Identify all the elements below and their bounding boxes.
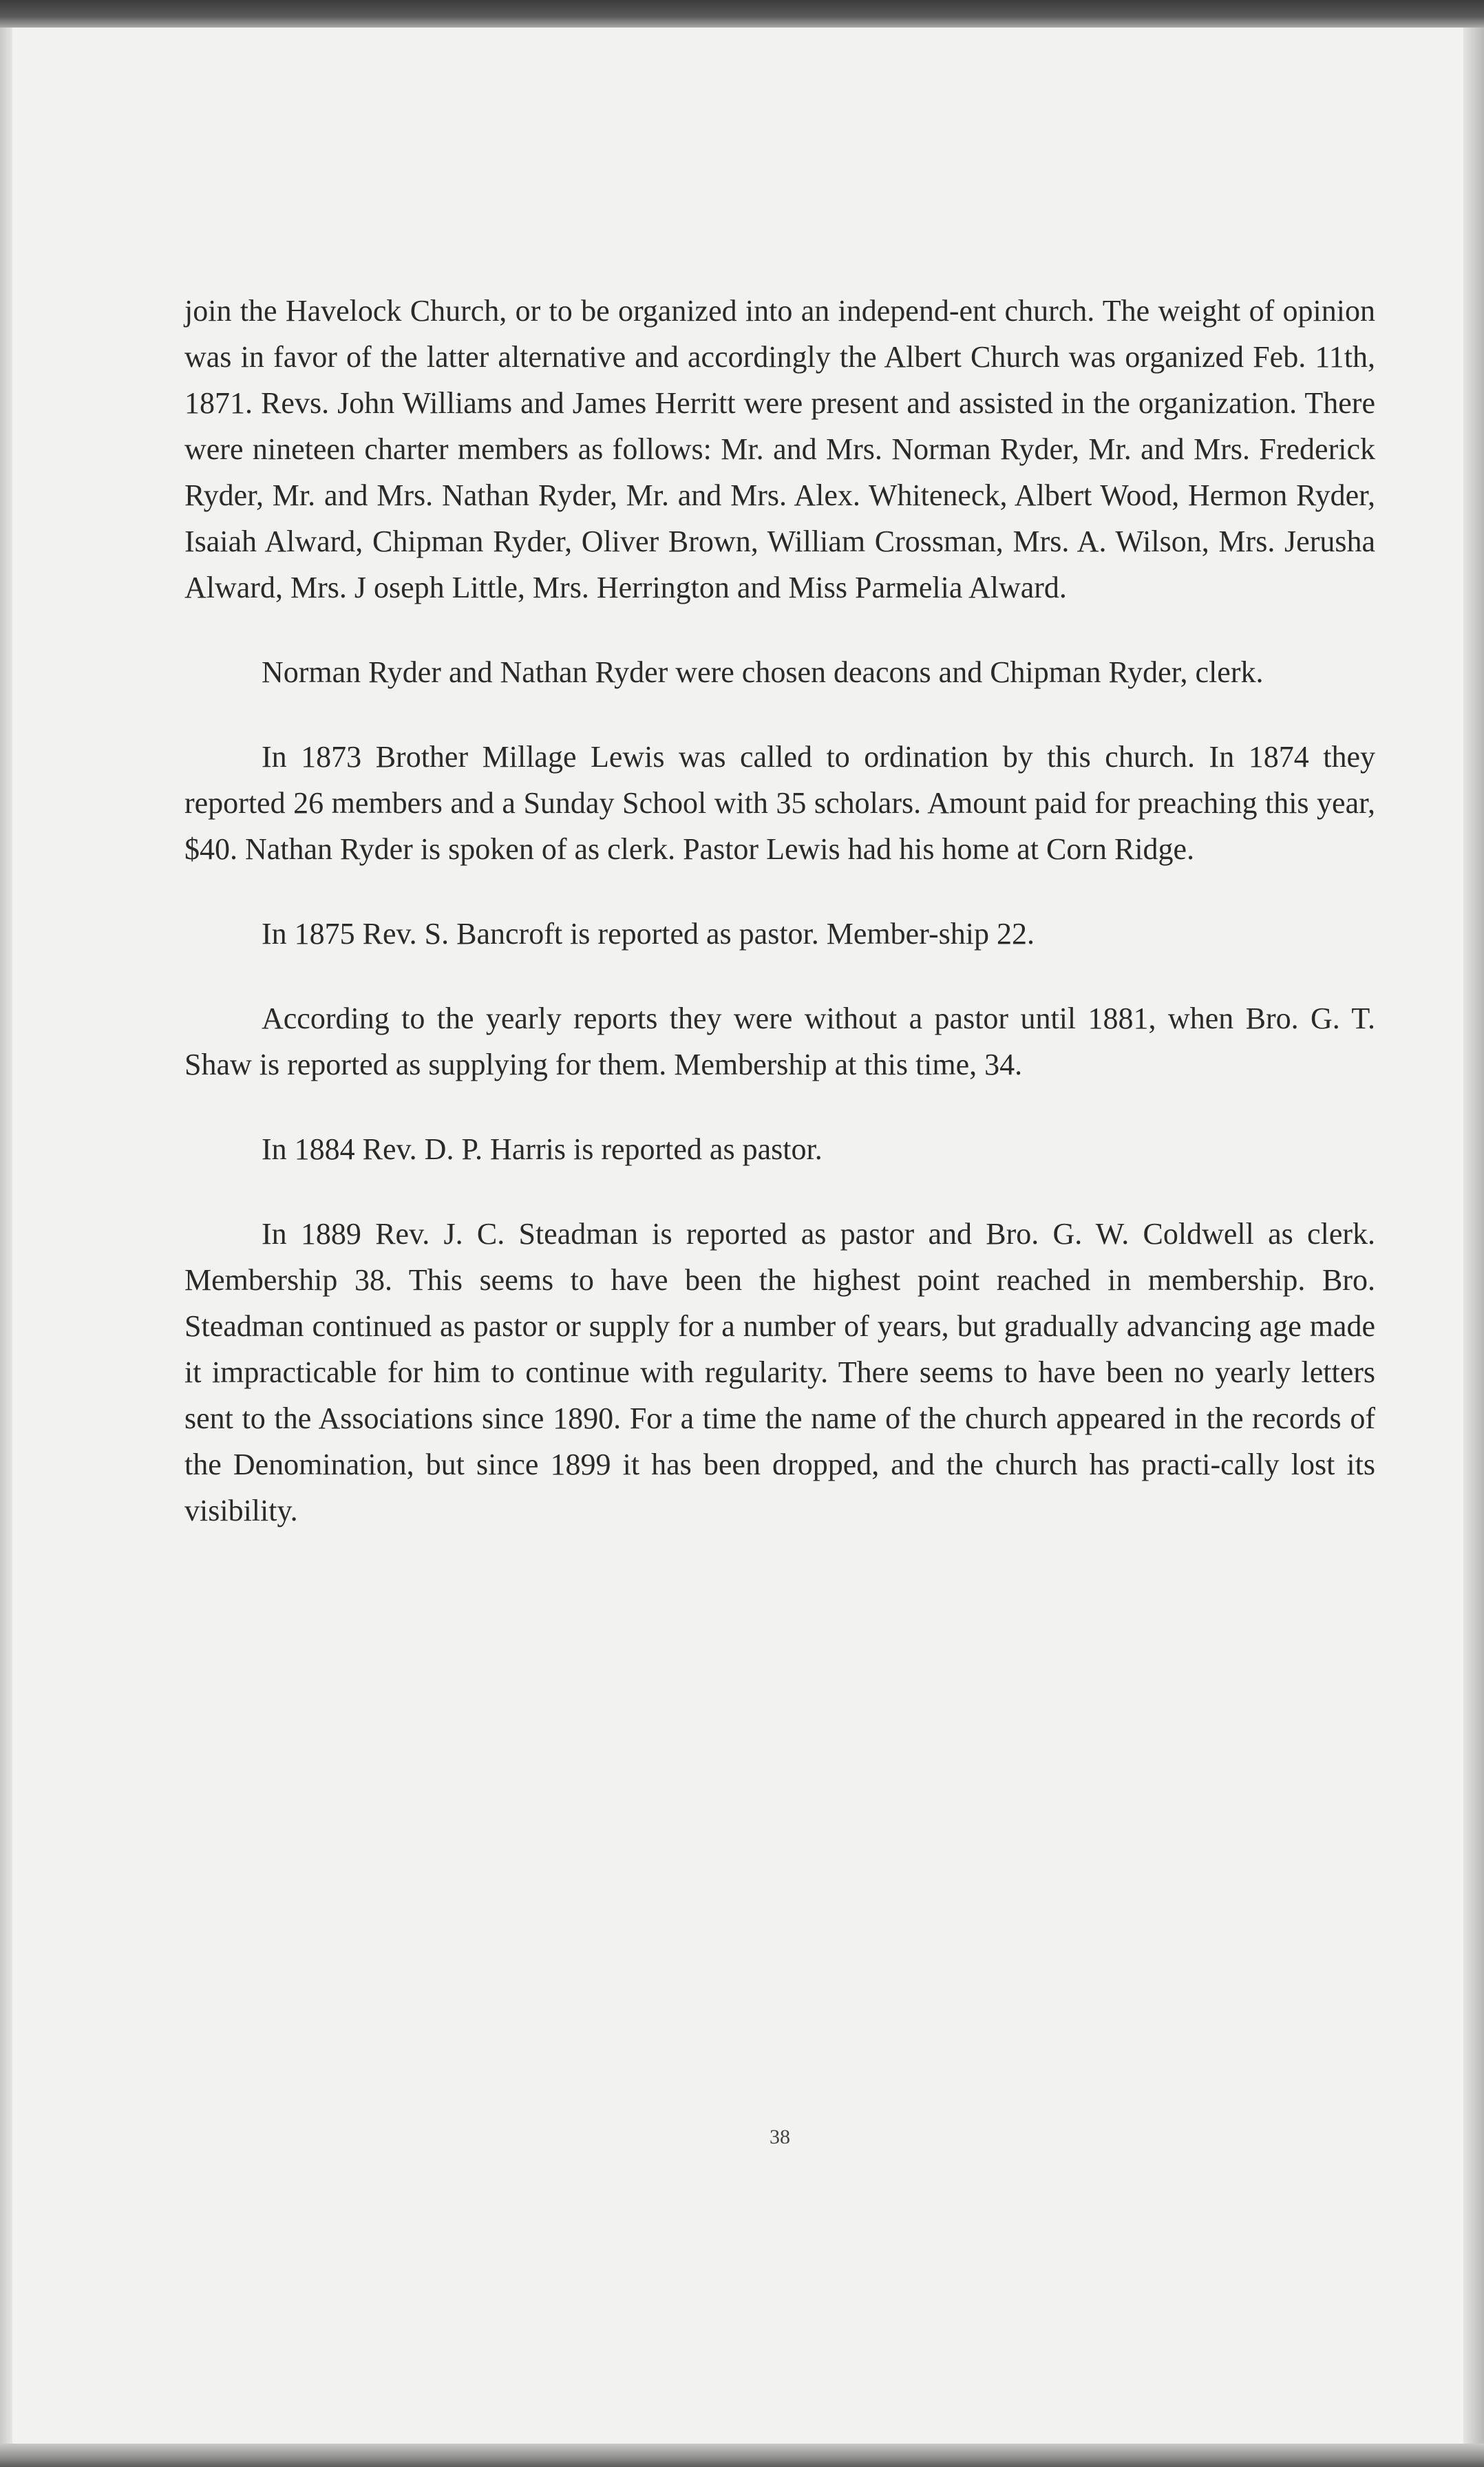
paragraph-deacons: Norman Ryder and Nathan Ryder were chosen deacons and Chipman Ryder, clerk. (262, 655, 1264, 689)
page-number: 38 (770, 2126, 790, 2148)
scan-top-border (0, 0, 1484, 28)
scan-bottom-border (0, 2444, 1484, 2467)
paragraph-1884: In 1884 Rev. D. P. Harris is reported as pastor. (262, 1132, 823, 1166)
paragraph-1889: In 1889 Rev. J. C. Steadman is reported as pastor and Bro. G. W. Coldwell as clerk. Membership 38. This seems to have been the highest point reached in membership. Bro. Steadman continued as pastor or supply for a number of years, but gradually advancing age made it impracticable for him to continue with regularity. There seems to have been no yearly letters sent to the Associations since 1890. For a time the name of the church appeared in the records of the Denomination, but since 1899 it has been dropped, and the church has practi-cally lost its visibility. (184, 1217, 1375, 1527)
scan-right-edge (1463, 28, 1484, 2444)
paragraph-1881: According to the yearly reports they were without a pastor until 1881, when Bro. G. T. Shaw is reported as supplying for them. Membership at this time, 34. (184, 1002, 1375, 1081)
paragraph-1873: In 1873 Brother Millage Lewis was called to ordination by this church. In 1874 they reported 26 members and a Sunday School with 35 scholars. Amount paid for preaching this year, $40. Nathan Ryder is spoken of as clerk. Pastor Lewis had his home at Corn Ridge. (184, 740, 1375, 866)
document-page (12, 28, 1463, 2444)
scan-left-edge (0, 28, 12, 2444)
paragraph-1875: In 1875 Rev. S. Bancroft is reported as pastor. Member-ship 22. (262, 917, 1035, 951)
paragraph-charter-members: join the Havelock Church, or to be organized into an independ-ent church. The weight of opinion was in favor of the latter alternative and accordingly the Albert Church was organized Feb. 11th, 1871. Revs. John Williams and James Herritt were present and assisted in the organization. There were nineteen charter members as follows: Mr. and Mrs. Norman Ryder, Mr. and Mrs. Frederick Ryder, Mr. and Mrs. Nathan Ryder, Mr. and Mrs. Alex. Whiteneck, Albert Wood, Hermon Ryder, Isaiah Alward, Chipman Ryder, Oliver Brown, William Crossman, Mrs. A. Wilson, Mrs. Jerusha Alward, Mrs. J oseph Little, Mrs. Herrington and Miss Parmelia Alward. (184, 294, 1375, 604)
body-text (184, 288, 1375, 1534)
